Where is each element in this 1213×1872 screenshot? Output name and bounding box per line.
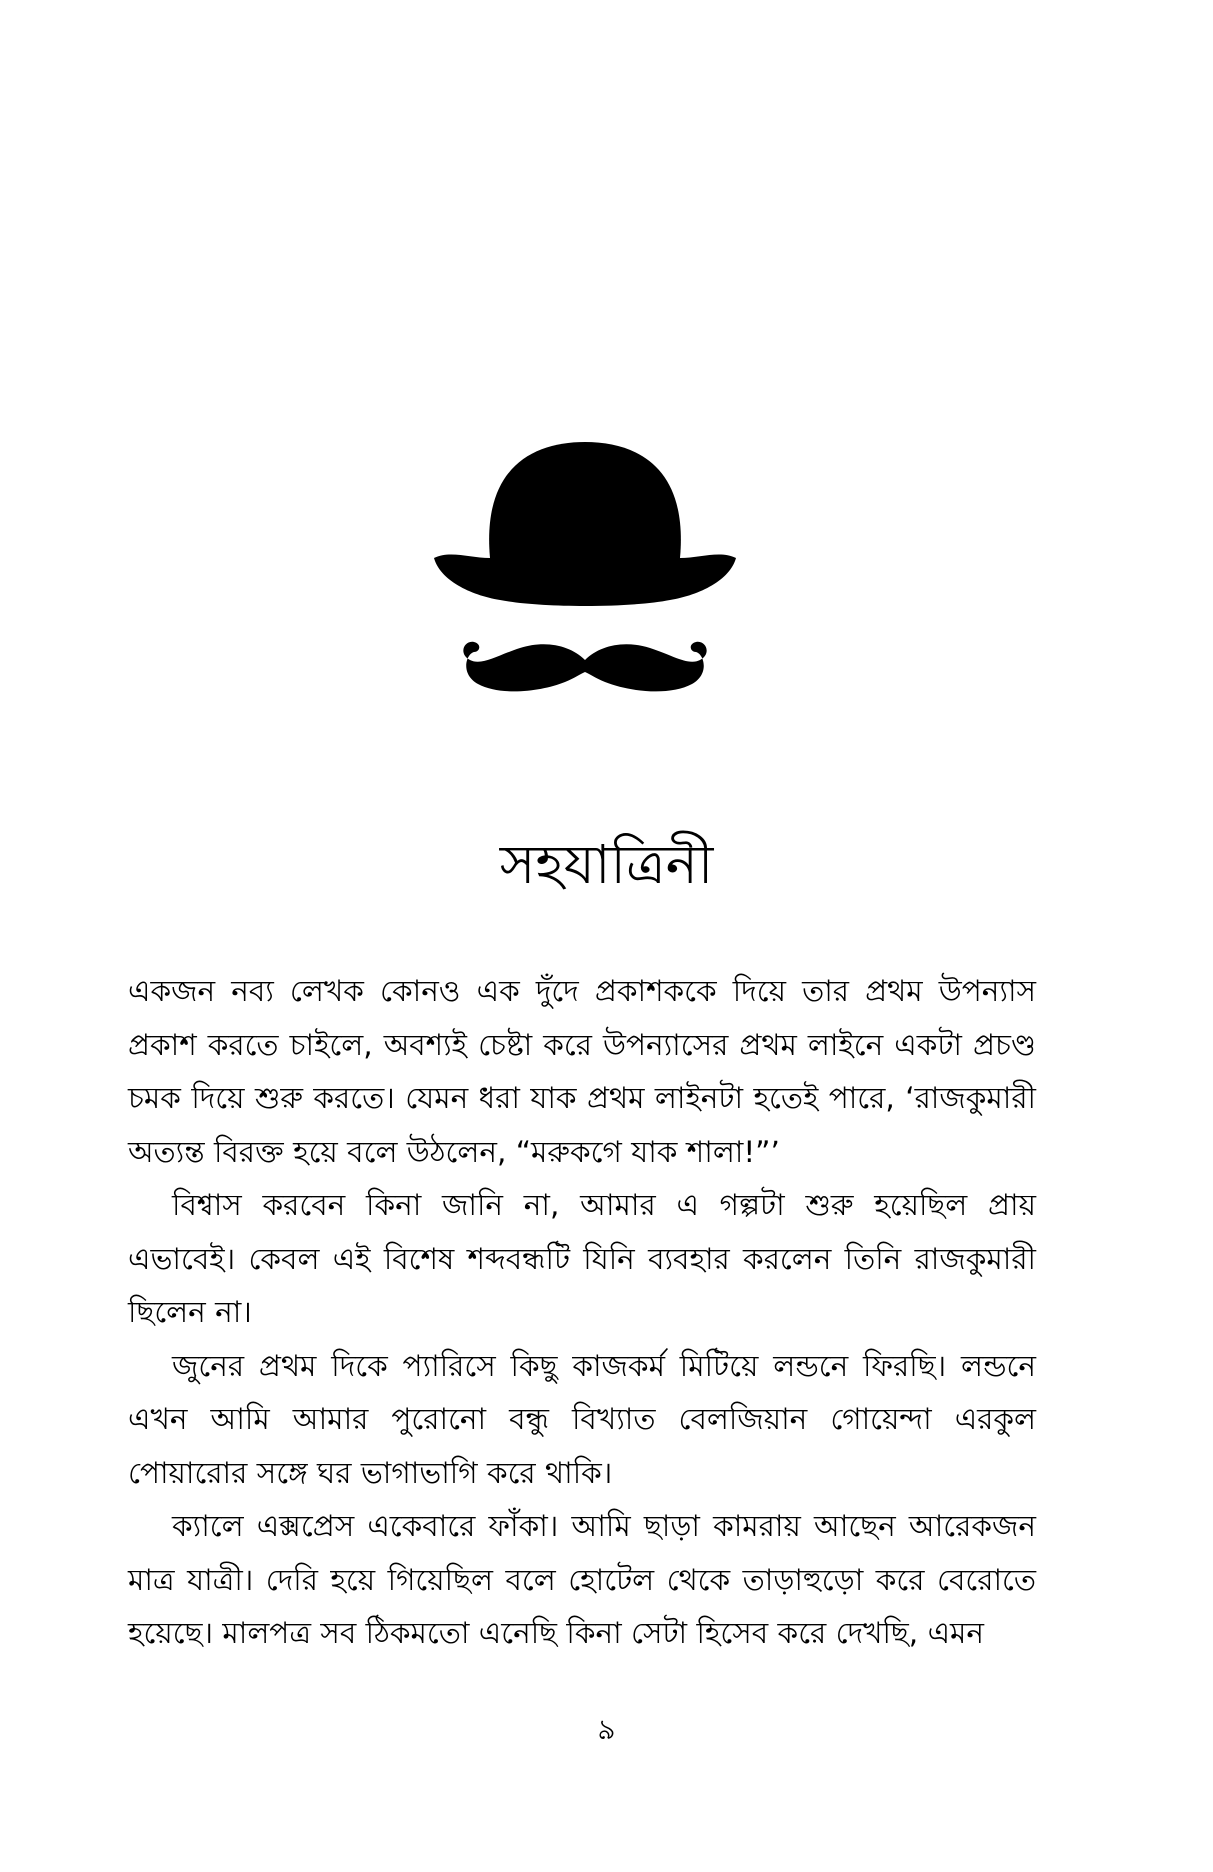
paragraph: ক্যালে এক্সপ্রেস একেবারে ফাঁকা। আমি ছাড়া কামরায় আছেন আরেকজন মাত্র যাত্রী। দেরি হয়ে গিয়েছিল বলে হোটেল থেকে তাড়াহুড়ো করে বেরোতে হয়েছে। মালপত্র সব ঠিকমতো এনেছি কিনা সেটা হিসেব করে দেখছি, এমন — [128, 1509, 1036, 1650]
chapter-title: সহযাত্রিনী — [499, 833, 714, 896]
paragraph: একজন নব্য লেখক কোনও এক দুঁদে প্রকাশককে দিয়ে তার প্রথম উপন্যাস প্রকাশ করতে চাইলে, অবশ্যই চেষ্টা করে উপন্যাসের প্রথম লাইনে একটা প্রচণ্ড চমক দিয়ে শুরু করতে। যেমন ধরা যাক প্রথম লাইনটা হতেই পারে, ‘রাজকুমারী অত্যন্ত বিরক্ত হয়ে বলে উঠলেন, “মরুকগে যাক শালা!”’ — [128, 974, 1036, 1169]
paragraph: জুনের প্রথম দিকে প্যারিসে কিছু কাজকর্ম মিটিয়ে লন্ডনে ফিরছি। লন্ডনে এখন আমি আমার পুরোনো বন্ধু বিখ্যাত বেলজিয়ান গোয়েন্দা এরকুল পোয়ারোর সঙ্গে ঘর ভাগাভাগি করে থাকি। — [128, 1348, 1036, 1490]
page-number: ৯ — [597, 1713, 616, 1746]
paragraph: বিশ্বাস করবেন কিনা জানি না, আমার এ গল্পটা শুরু হয়েছিল প্রায় এভাবেই। কেবল এই বিশেষ শব্দবন্ধটি যিনি ব্যবহার করলেন তিনি রাজকুমারী ছিলেন না। — [128, 1188, 1036, 1329]
chapter-emblem — [430, 430, 740, 745]
bowler-hat-icon — [434, 442, 736, 606]
moustache-icon — [463, 642, 706, 692]
body-text — [128, 965, 1036, 1661]
